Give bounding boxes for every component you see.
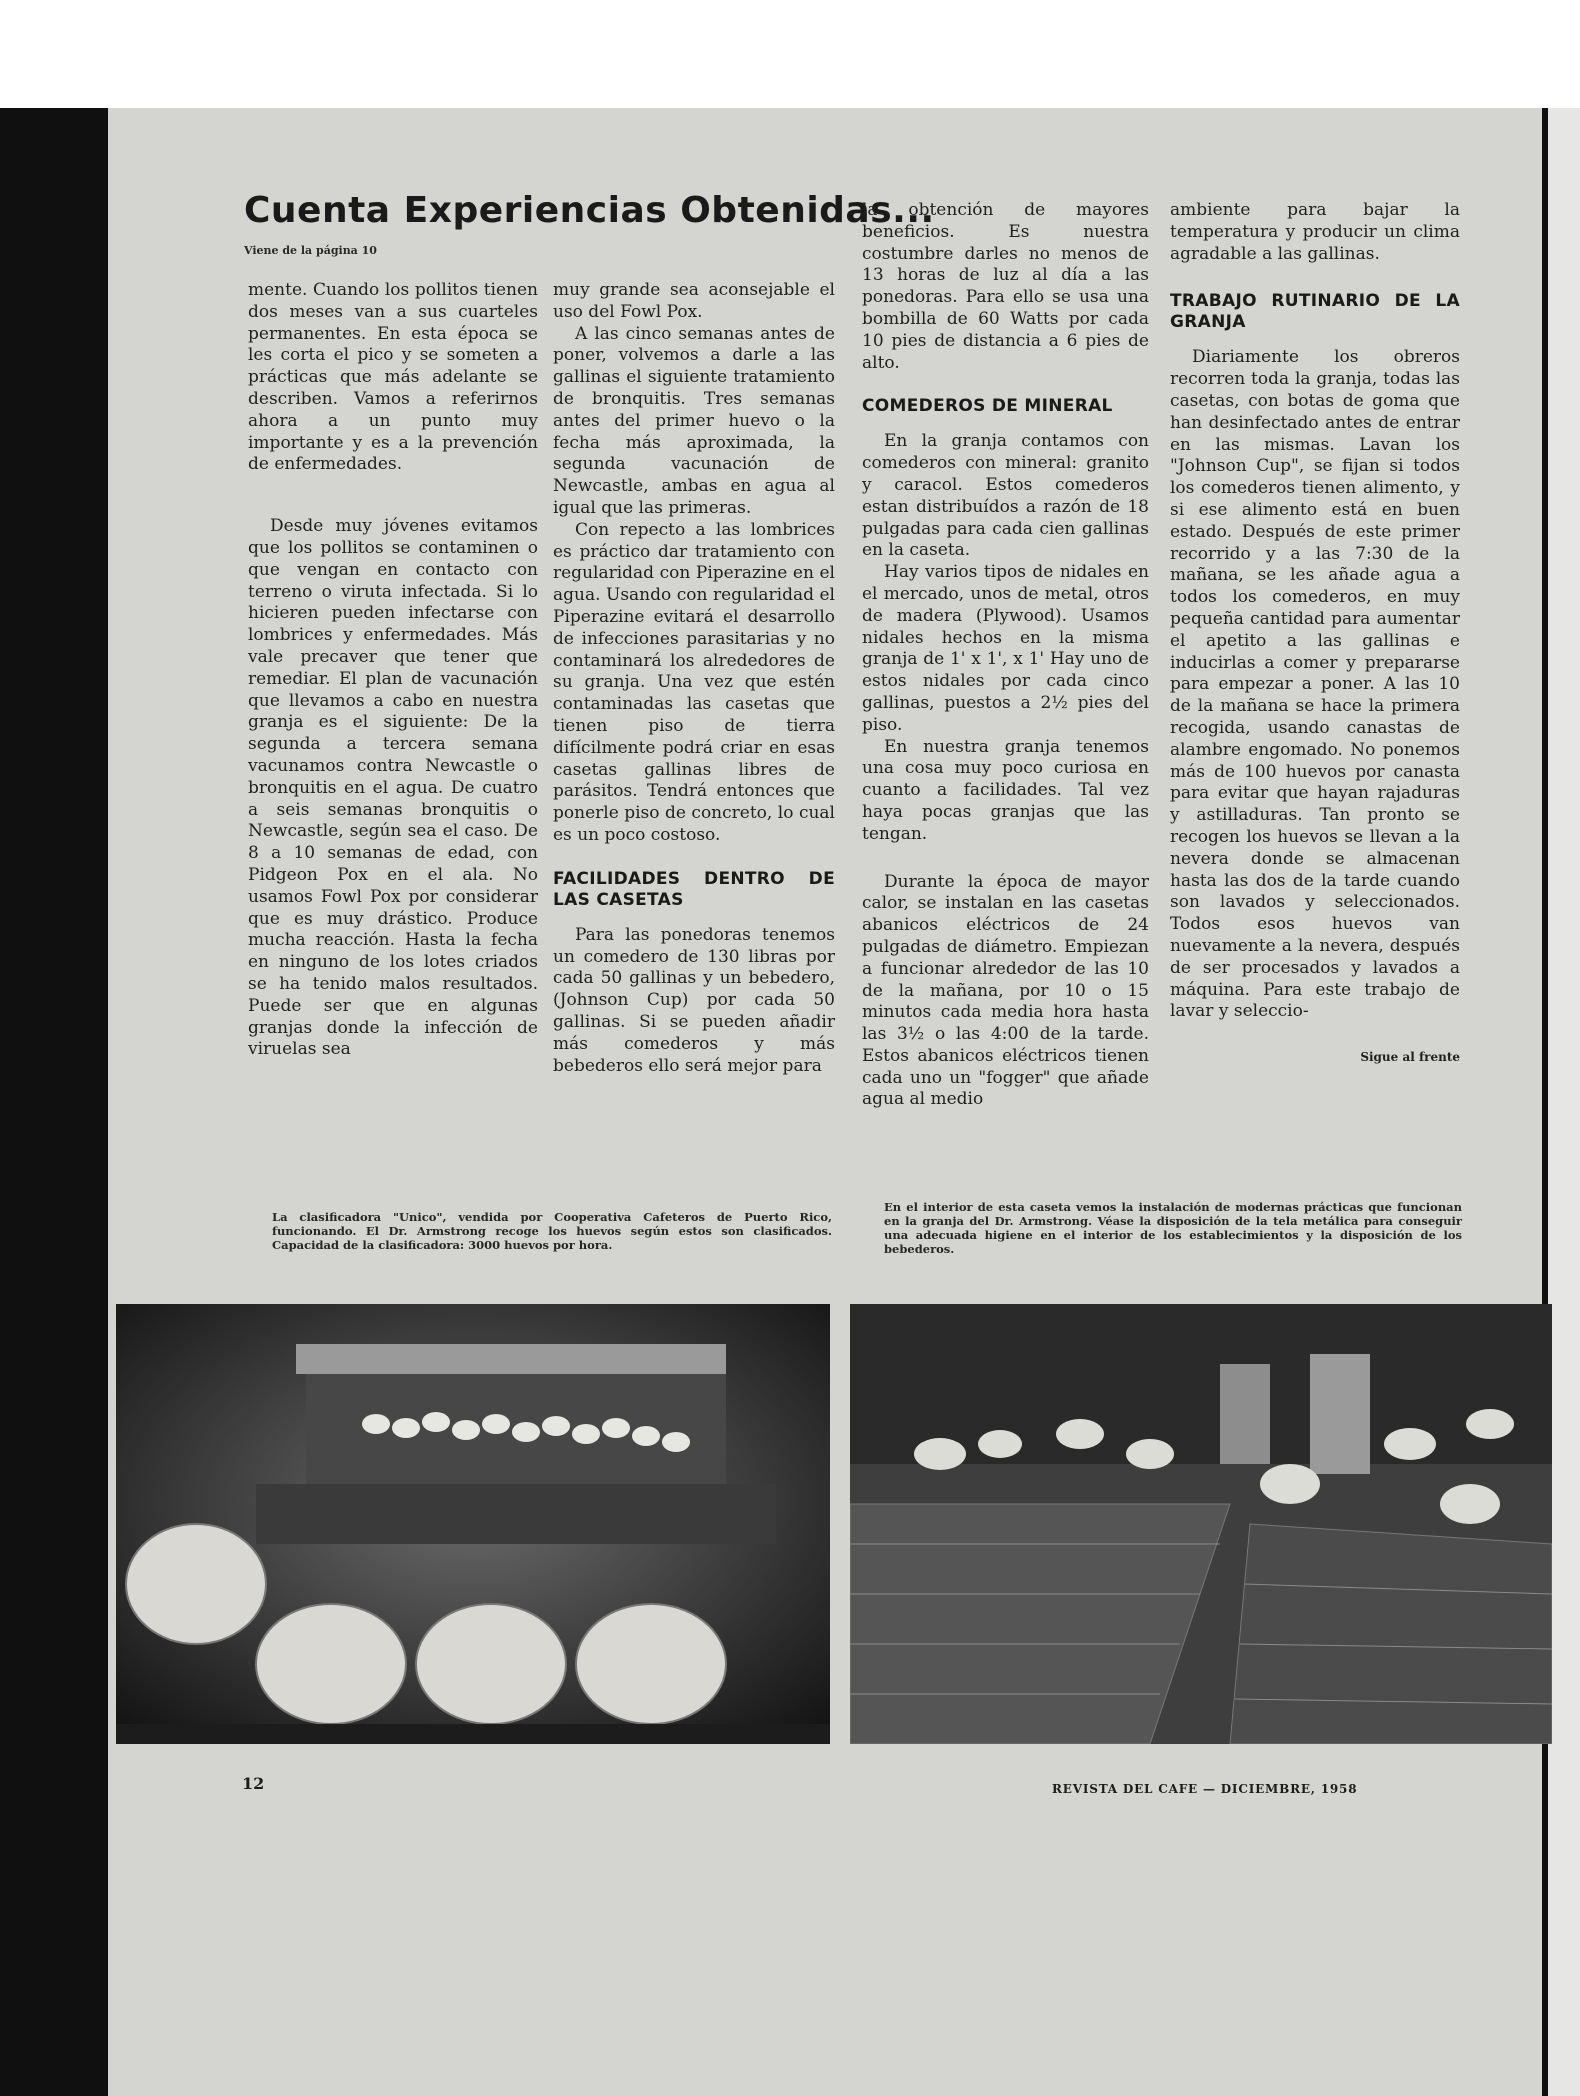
continued-note: Sigue al frente bbox=[1360, 1050, 1460, 1065]
section-heading: FACILIDADES DENTRO DE LAS CASETAS bbox=[553, 868, 835, 910]
paragraph: Con repecto a las lombrices es práctico dar tratamiento con regularidad con Piperazine en el agua. Usando con regularidad el Piperazine evitará el desarrollo de infecciones parasitarias y no contaminará los alrededores de su granja. Una vez que estén contaminadas las casetas que tienen piso de tierra difícilmente podrá criar en esas casetas gallinas libres de parásitos. Tendrá entonces que ponerle piso de concreto, lo cual es un poco costoso. bbox=[553, 519, 835, 845]
paragraph: muy grande sea aconsejable el uso del Fowl Pox. bbox=[553, 280, 835, 322]
paragraph: Desde muy jóvenes evitamos que los pollitos se contaminen o que vengan en contacto con terreno o viruta infectada. Si lo hicieren pueden infectarse con lombrices y enfermedades. Más vale precaver que tener que remediar. El plan de vacunación que llevamos a cabo en nuestra granja es el siguiente: De la segunda a tercera semana vacunamos contra Newcastle o bronquitis en el agua. De cuatro a seis semanas bronquitis o Newcastle, según sea el caso. De 8 a 10 semanas de edad, con Pidgeon Pox en el ala. No usamos Fowl Pox por considerar que es muy drástico. Produce mucha reacción. Hasta la fecha en ninguno de los lotes criados se ha tenido malos resultados. Puede ser que en algunas granjas donde la infección de viruelas sea bbox=[248, 516, 538, 1060]
section-heading: COMEDEROS DE MINERAL bbox=[862, 396, 1113, 417]
photo-caption-right: En el interior de esta caseta vemos la instalación de modernas prácticas que funcionan en la granja del Dr. Armstrong. Véase la disposición de la tela metálica para conseguir una adecuada higiene en el interior de los establecimientos y la disposición de los bebederos. bbox=[884, 1200, 1462, 1256]
column-1 bbox=[248, 280, 538, 1061]
paragraph: En la granja contamos con comederos con mineral: granito y caracol. Estos comederos estan distribuídos a razón de 18 pulgadas para cada cien gallinas en la caseta. bbox=[862, 431, 1149, 561]
paragraph: Diariamente los obreros recorren toda la granja, todas las casetas, con botas de goma que han desinfectado antes de entrar en las mismas. Lavan los "Johnson Cup", se fijan si todos los comederos tienen alimento, y si ese alimento está en buen estado. Después de este primer recorrido y a las 7:30 de la mañana, se les añade agua a todos los comederos, en muy pequeña cantidad para aumentar el apetito a las gallinas e inducirlas a comer y prepararse para empezar a poner. A las 10 de la mañana se hace la primera recogida, usando canastas de alambre engomado. No ponemos más de 100 huevos por canasta para evitar que hayan rajaduras y astilladuras. Tan pronto se recogen los huevos se llevan a la nevera donde se almacenan hasta las dos de la tarde cuando son lavados y seleccionados. Todos esos huevos van nuevamente a la nevera, después de ser procesados y lavados a máquina. Para este trabajo de lavar y seleccio- bbox=[1170, 347, 1460, 1022]
paragraph: A las cinco semanas antes de poner, volvemos a darle a las gallinas el siguiente tratamiento de bronquitis. Tres semanas antes del primer huevo o la fecha más aproximada, la segunda vacunación de Newcastle, ambas en agua al igual que las primeras. bbox=[553, 323, 835, 518]
paragraph: En nuestra granja tenemos una cosa muy poco curiosa en cuanto a facilidades. Tal vez haya pocas granjas que las tengan. bbox=[862, 736, 1149, 844]
henhouse-interior-photo bbox=[850, 1304, 1552, 1744]
paragraph: ambiente para bajar la temperatura y producir un clima agradable a las gallinas. bbox=[1170, 200, 1460, 264]
jump-from-line: Viene de la página 10 bbox=[244, 244, 377, 257]
paragraph: Hay varios tipos de nidales en el mercado, unos de metal, otros de madera (Plywood). Usamos nidales hechos en la misma granja de 1' x 1', x 1' Hay uno de estos nidales por cada cinco gallinas, puestos a 2½ pies del piso. bbox=[862, 562, 1149, 735]
column-2 bbox=[553, 280, 835, 1077]
egg-grader-photo bbox=[116, 1304, 830, 1744]
photo-caption-left: La clasificadora "Unico", vendida por Cooperativa Cafeteros de Puerto Rico, funcionando. El Dr. Armstrong recoge los huevos según estos son clasificados. Capacidad de la clasificadora: 3000 huevos por hora. bbox=[272, 1210, 832, 1252]
column-3 bbox=[862, 200, 1149, 1111]
article-title: Cuenta Experiencias Obtenidas... bbox=[244, 190, 935, 231]
section-heading: TRABAJO RUTINARIO DE LA GRANJA bbox=[1170, 291, 1460, 333]
publication-footer: REVISTA DEL CAFE — DICIEMBRE, 1958 bbox=[1052, 1782, 1358, 1796]
next-page-edge bbox=[1548, 108, 1580, 2096]
column-4 bbox=[1170, 200, 1460, 1069]
paragraph: la obtención de mayores beneficios. Es nuestra costumbre darles no menos de 13 horas de luz al día a las ponedoras. Para ello se usa una bombilla de 60 Watts por cada 10 pies de distancia a 6 pies de alto. bbox=[862, 200, 1149, 373]
paragraph: Para las ponedoras tenemos un comedero de 130 libras por cada 50 gallinas y un bebedero, (Johnson Cup) por cada 50 gallinas. Si se pueden añadir más comederos y más bebederos ello será mejor para bbox=[553, 924, 835, 1076]
paragraph: Durante la época de mayor calor, se instalan en las casetas abanicos eléctricos de 24 pulgadas de diámetro. Empiezan a funcionar alrededor de las 10 de la mañana, por 10 o 15 minutos cada media hora hasta las 3½ o las 4:00 de la tarde. Estos abanicos eléctricos tienen cada uno un "fogger" que añade agua al medio bbox=[862, 871, 1149, 1110]
page-number: 12 bbox=[242, 1774, 265, 1793]
paragraph: mente. Cuando los pollitos tienen dos meses van a sus cuarteles permanentes. En esta época se les corta el pico y se someten a prácticas que más adelante se describen. Vamos a referirnos ahora a un punto muy importante y es a la prevención de enfermedades. bbox=[248, 280, 538, 475]
